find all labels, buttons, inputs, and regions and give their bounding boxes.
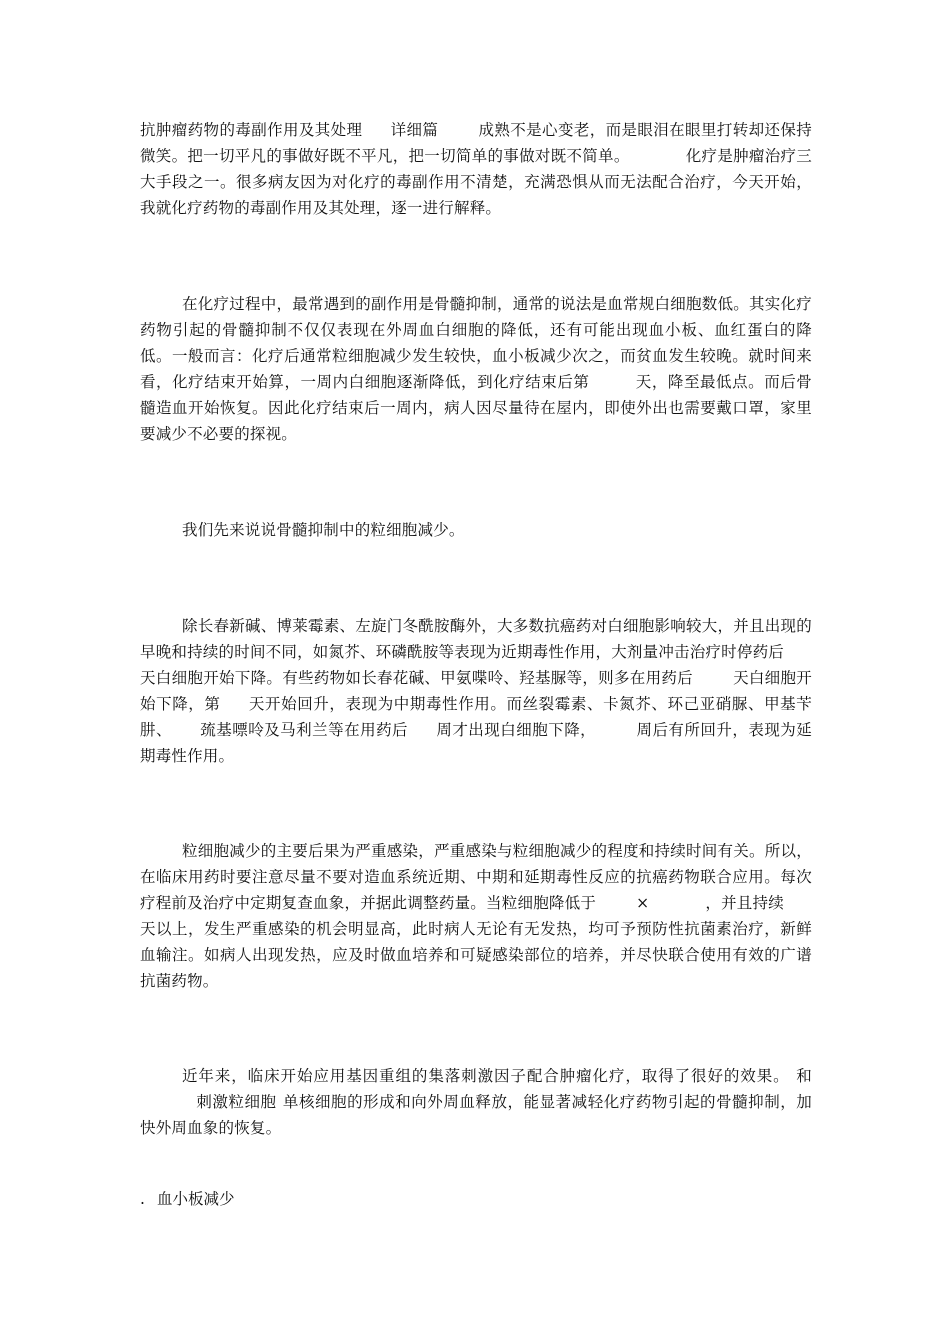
paragraph-text: 天白细胞开始下降。有些药物如长春花碱、甲氨喋呤、羟基脲等，则多在用药后 xyxy=(140,669,693,687)
paragraph-text: 周后有所回升，表现为延期毒性作用。 xyxy=(140,721,812,765)
document-tag: 详细篇 xyxy=(390,121,439,139)
paragraph-bone-marrow xyxy=(140,291,812,447)
paragraph-text: 巯基嘌呤及马利兰等在用药后 xyxy=(199,721,409,739)
paragraph-text: 刺激粒细胞 xyxy=(196,1093,277,1111)
heading-text: 血小板减少 xyxy=(156,1190,235,1208)
paragraph-text: ，并且持续 xyxy=(705,894,784,912)
paragraph-text: 天开始回升，表现为中期毒性作用。而丝裂霉素、卡氮芥、环己亚硝脲、甲基苄肼、 xyxy=(140,695,812,739)
motto-quote: 成熟不是心变老，而是眼泪在眼里打转却还保持微笑。把一切平凡的事做好既不平凡，把一切简单的事做对既不简单。 xyxy=(140,121,812,165)
paragraph-text: 除长春新碱、博莱霉素、左旋门冬酰胺酶外，大多数抗癌药对白细胞影响较大，并且出现的早晚和持续的时间不同，如氮芥、环磷酰胺等表现为近期毒性作用，大剂量冲击治疗时停药后 xyxy=(140,617,812,661)
paragraph-text: 天，降至最低点。而后骨髓造血开始恢复。因此化疗结束后一周内，病人因尽量待在屋内，即使外出也需要戴口罩，家里要减少不必要的探视。 xyxy=(140,373,812,443)
paragraph-granulocyte-intro xyxy=(140,517,812,543)
paragraph-text: 天白细胞开始下降，第 xyxy=(140,669,812,713)
times-sign: × xyxy=(636,894,650,912)
paragraph-text: 周才出现白细胞下降， xyxy=(436,721,597,739)
section-heading-platelet xyxy=(140,1186,234,1212)
title-paragraph xyxy=(140,117,812,221)
intro-text: 化疗是肿瘤治疗三大手段之一。很多病友因为对化疗的毒副作用不清楚，充满恐惧从而无法配合治疗，今天开始，我就化疗药物的毒副作用及其处理，逐一进行解释。 xyxy=(140,147,812,217)
heading-prefix: . xyxy=(140,1190,145,1208)
document-title: 抗肿瘤药物的毒副作用及其处理 xyxy=(140,121,363,139)
paragraph-text: 在化疗过程中，最常遇到的副作用是骨髓抑制，通常的说法是血常规白细胞数低。其实化疗药物引起的骨髓抑制不仅仅表现在外周血白细胞的降低，还有可能出现血小板、血红蛋白的降低。一般而言：化疗后通常粒细胞减少发生较快，血小板减少次之，而贫血发生较晚。就时间来看，化疗结束开始算，一周内白细胞逐渐降低，到化疗结束后第 xyxy=(140,295,812,391)
paragraph-csf xyxy=(140,1063,812,1141)
paragraph-drug-effects xyxy=(140,613,812,769)
paragraph-text: 粒细胞减少的主要后果为严重感染，严重感染与粒细胞减少的程度和持续时间有关。所以，在临床用药时要注意尽量不要对造血系统近期、中期和延期毒性反应的抗癌药物联合应用。每次疗程前及治疗中定期复查血象，并据此调整药量。当粒细胞降低于 xyxy=(140,842,812,912)
paragraph-text: 和 xyxy=(795,1067,812,1085)
paragraph-text: 天以上，发生严重感染的机会明显高，此时病人无论有无发热，均可予预防性抗菌素治疗，新鲜血输注。如病人出现发热，应及时做血培养和可疑感染部位的培养，并尽快联合使用有效的广谱抗菌药物。 xyxy=(140,920,812,990)
paragraph-text: 我们先来说说骨髓抑制中的粒细胞减少。 xyxy=(182,521,465,539)
paragraph-text: 单核细胞的形成和向外周血释放，能显著减轻化疗药物引起的骨髓抑制，加快外周血象的恢复。 xyxy=(140,1093,812,1137)
paragraph-text: 近年来，临床开始应用基因重组的集落刺激因子配合肿瘤化疗，取得了很好的效果。 xyxy=(182,1067,790,1085)
paragraph-infection xyxy=(140,838,812,994)
